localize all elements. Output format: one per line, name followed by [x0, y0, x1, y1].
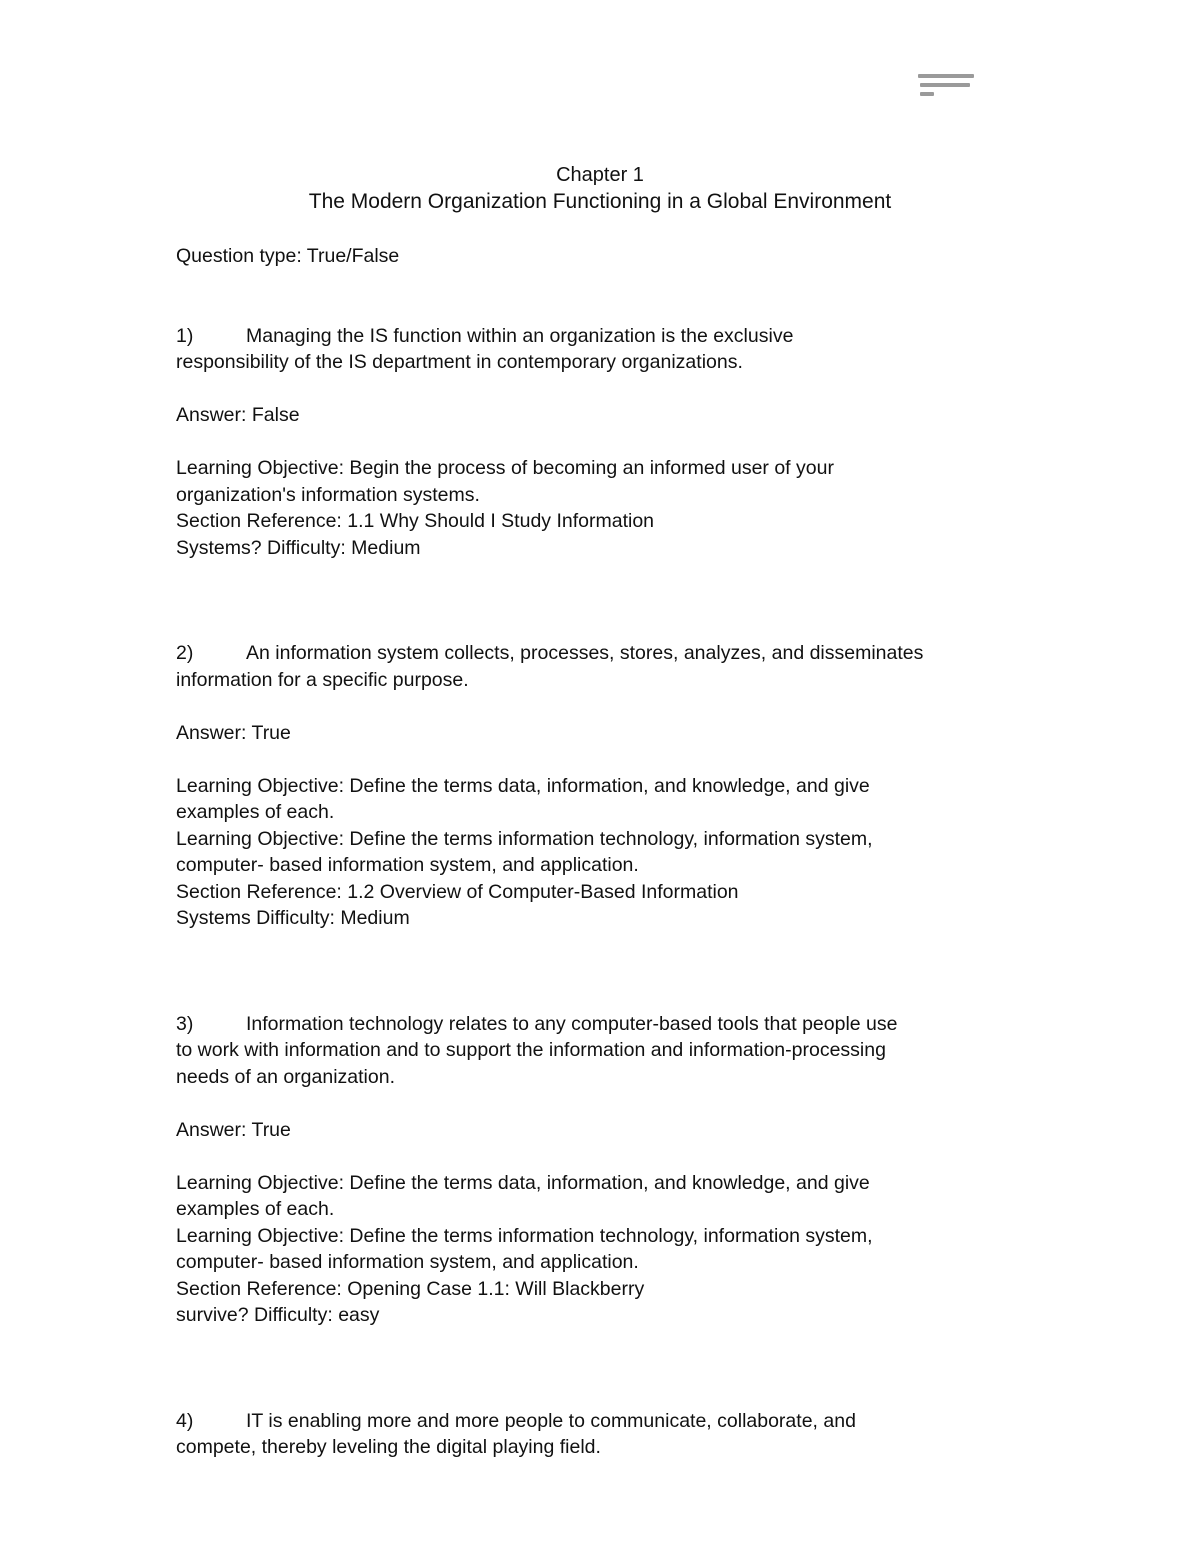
question-text	[176, 323, 1016, 350]
meta-line: Learning Objective: Define the terms information technology, information system,	[176, 827, 873, 850]
meta-line: Learning Objective: Define the terms data, information, and knowledge, and give	[176, 1171, 870, 1194]
question-line: responsibility of the IS department in contemporary organizations.	[176, 351, 743, 373]
document-body	[176, 243, 1016, 1540]
meta-line: computer- based information system, and application.	[176, 854, 639, 876]
meta-line: organization's information systems.	[176, 483, 480, 506]
meta-line: survive? Difficulty: easy	[176, 1304, 380, 1326]
question-line: Information technology relates to any computer-based tools that people use	[246, 1012, 898, 1035]
meta-line: Learning Objective: Define the terms data, information, and knowledge, and give	[176, 774, 870, 797]
answer: Answer: True	[176, 721, 291, 744]
meta-line: Section Reference: 1.1 Why Should I Study Information	[176, 510, 655, 532]
question-4	[176, 1408, 1016, 1461]
question-2	[176, 640, 1016, 932]
question-line: Managing the IS function within an organization is the exclusive	[246, 324, 794, 347]
meta-line: Section Reference: 1.2 Overview of Computer-Based Information	[176, 880, 739, 903]
question-type: Question type: True/False	[176, 245, 400, 267]
meta-line: examples of each.	[176, 1198, 335, 1220]
question-line: needs of an organization.	[176, 1065, 395, 1088]
question-text	[176, 640, 1016, 667]
question-number: 2)	[176, 642, 194, 664]
question-line: to work with information and to support the information and information-processing	[176, 1039, 886, 1061]
answer: Answer: True	[176, 1118, 291, 1141]
document-header	[0, 162, 1200, 216]
question-number: 1)	[176, 324, 194, 347]
question-3	[176, 1011, 1016, 1329]
meta-line: examples of each.	[176, 801, 335, 823]
meta-line: Systems? Difficulty: Medium	[176, 536, 421, 559]
question-line: An information system collects, processes, stores, analyzes, and disseminates	[246, 642, 924, 664]
question-1	[176, 323, 1016, 562]
question-line: information for a specific purpose.	[176, 668, 469, 691]
question-line: IT is enabling more and more people to communicate, collaborate, and	[246, 1409, 856, 1432]
question-line: compete, thereby leveling the digital playing field.	[176, 1436, 601, 1458]
watermark-stamp	[918, 74, 976, 100]
meta-line: Systems Difficulty: Medium	[176, 907, 410, 929]
meta-line: Section Reference: Opening Case 1.1: Will Blackberry	[176, 1277, 645, 1300]
answer: Answer: False	[176, 404, 300, 426]
chapter-label: Chapter 1	[556, 164, 644, 186]
meta-line: Learning Objective: Define the terms information technology, information system,	[176, 1224, 873, 1247]
question-text	[176, 1011, 1016, 1038]
question-number: 4)	[176, 1409, 194, 1432]
question-text	[176, 1408, 1016, 1435]
question-number: 3)	[176, 1012, 194, 1035]
meta-line: Learning Objective: Begin the process of becoming an informed user of your	[176, 457, 834, 479]
meta-line: computer- based information system, and application.	[176, 1251, 639, 1273]
chapter-title: The Modern Organization Functioning in a Global Environment	[308, 190, 892, 213]
